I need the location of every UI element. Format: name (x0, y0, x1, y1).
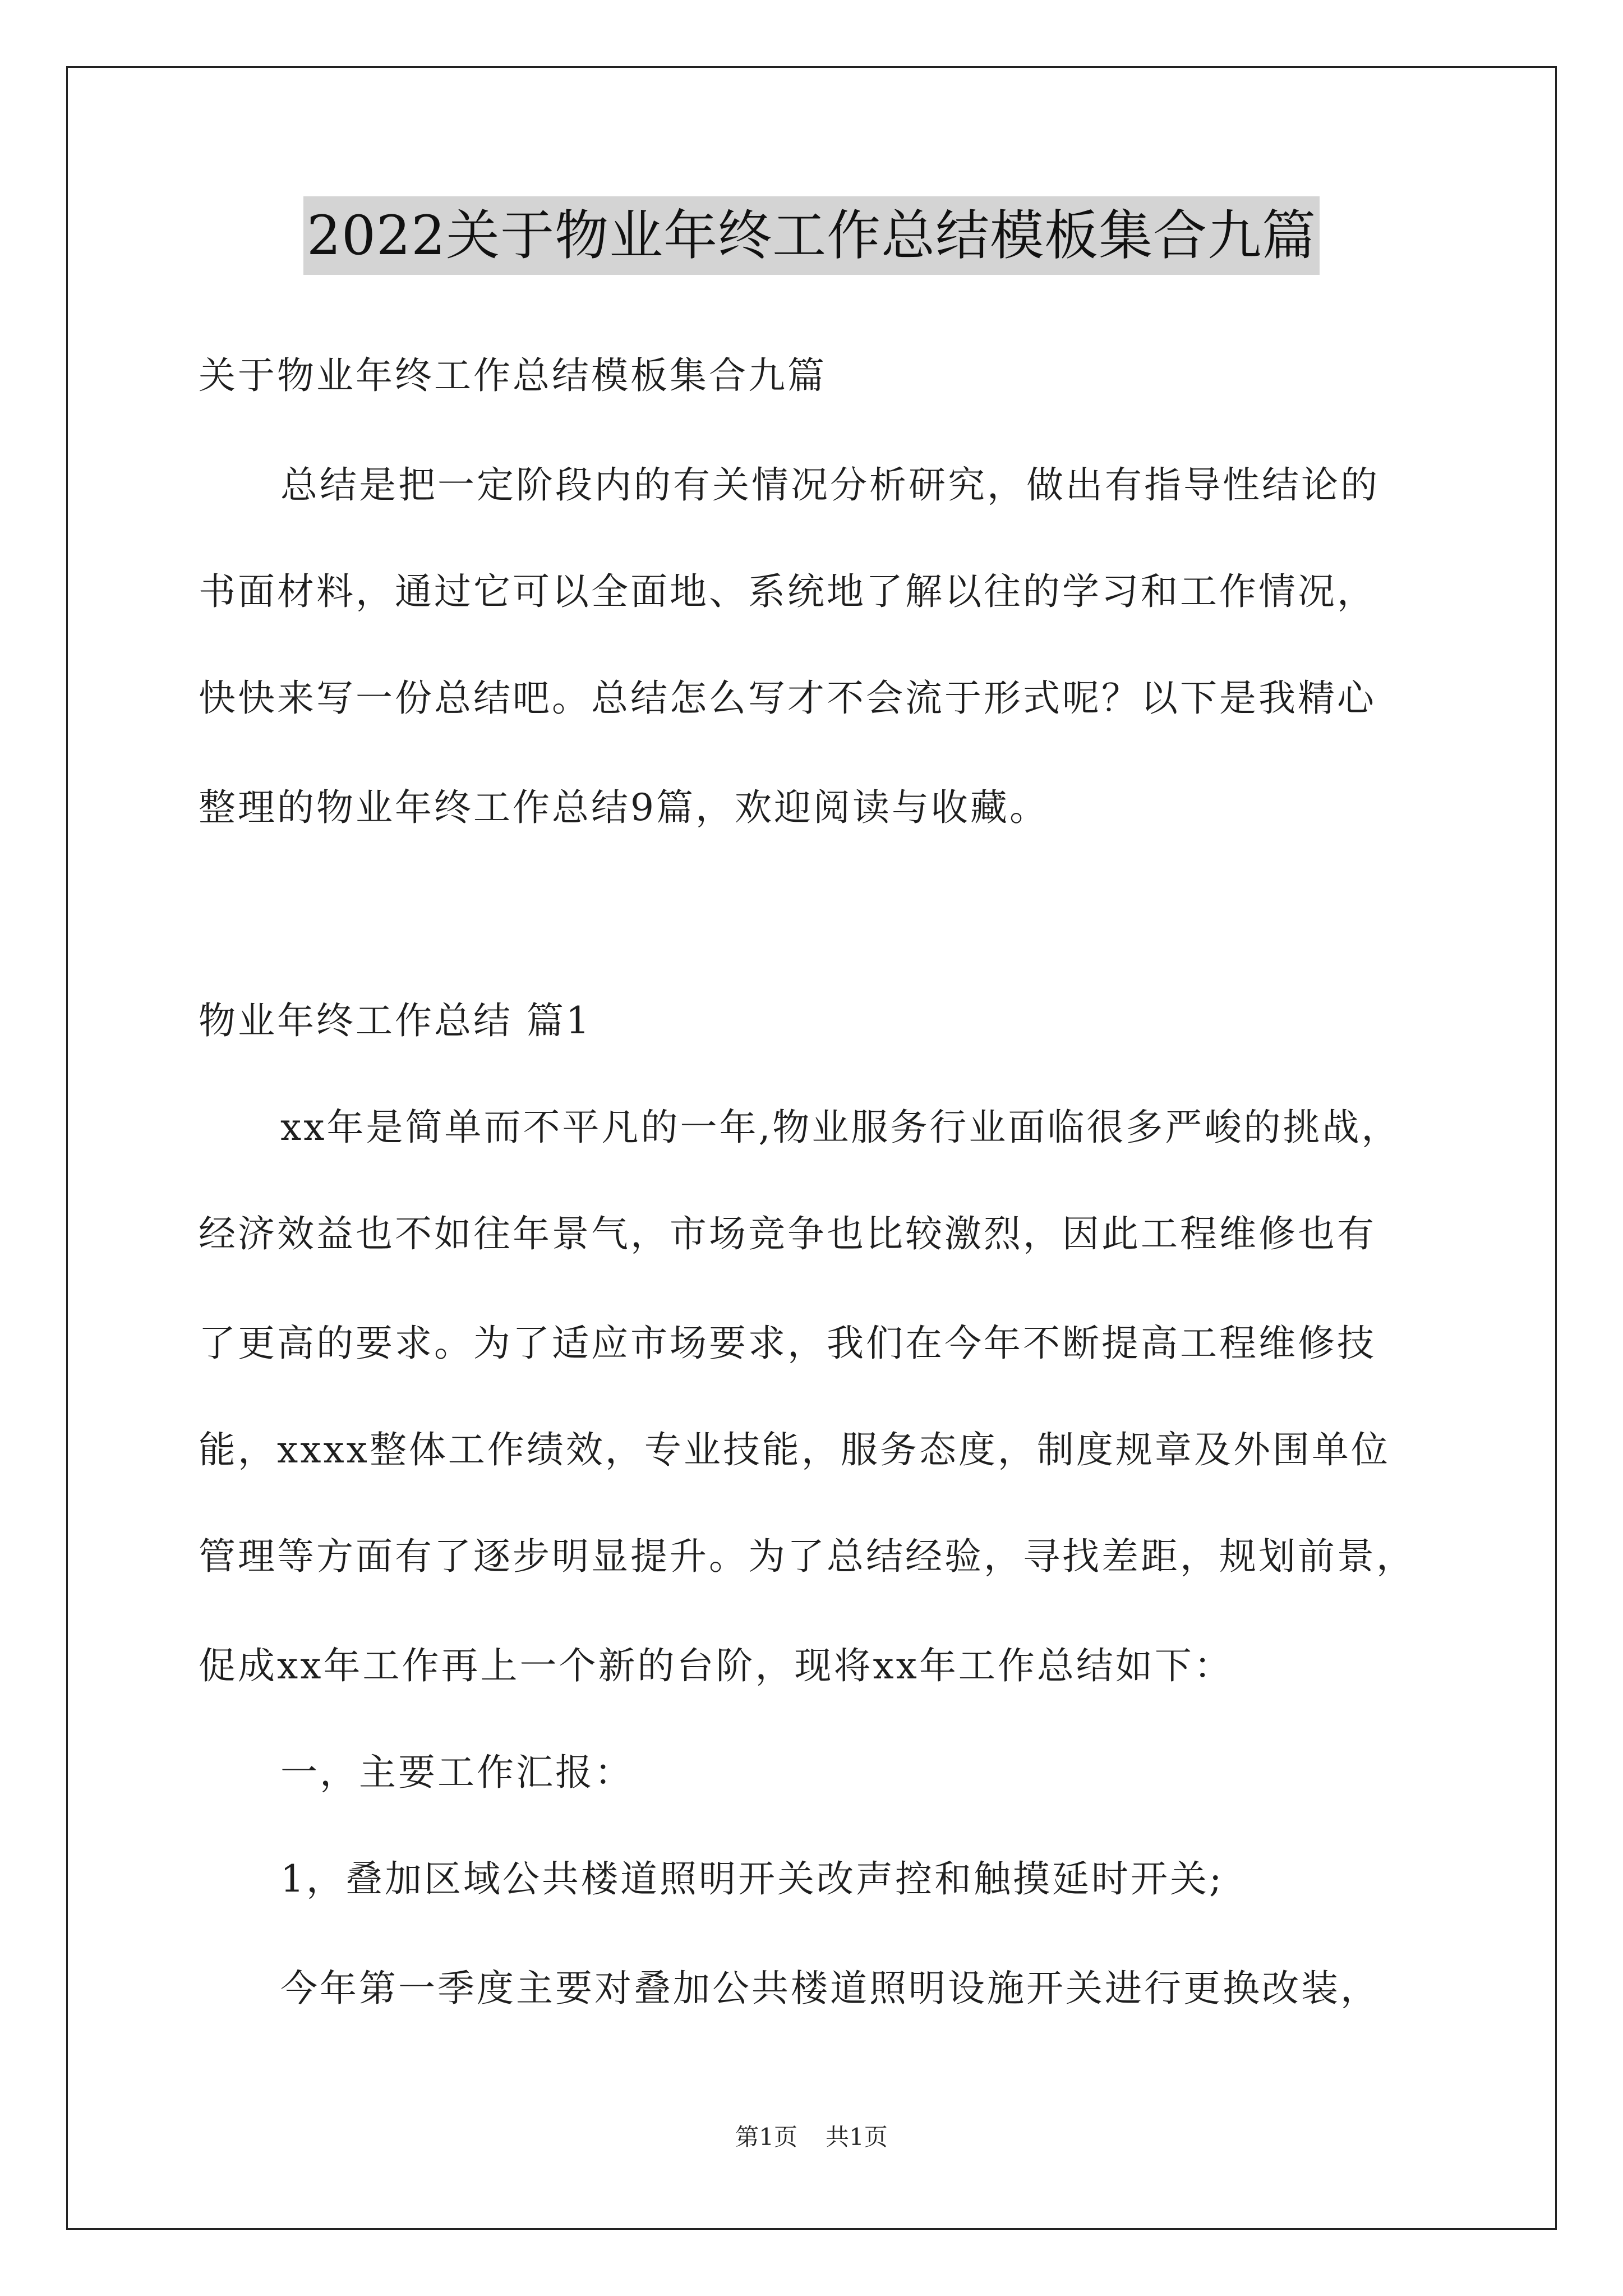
intro-line-3: 快快来写一份总结吧。总结怎么写才不会流于形式呢？以下是我精心 (199, 677, 1376, 720)
item-heading: 一，主要工作汇报： (280, 1751, 634, 1794)
body-line-3: 了更高的要求。为了适应市场要求，我们在今年不断提高工程维修技 (199, 1322, 1376, 1365)
page-footer (0, 2120, 1623, 2154)
body-line-2: 经济效益也不如往年景气，市场竞争也比较激烈，因此工程维修也有 (199, 1212, 1376, 1255)
page-total: 共1页 (826, 2123, 888, 2151)
body-line-4: 能，xxxx整体工作绩效，专业技能，服务态度，制度规章及外围单位 (199, 1428, 1390, 1471)
page-number: 第1页 (735, 2123, 797, 2151)
body-line-5: 管理等方面有了逐步明显提升。为了总结经验，寻找差距，规划前景， (199, 1535, 1415, 1578)
title-container (0, 196, 1623, 275)
document-title: 2022关于物业年终工作总结模板集合九篇 (303, 196, 1320, 275)
item-1-paragraph: 今年第一季度主要对叠加公共楼道照明设施开关进行更换改装， (280, 1967, 1380, 2010)
section-heading: 物业年终工作总结 篇1 (199, 999, 592, 1042)
intro-line-1: 总结是把一定阶段内的有关情况分析研究，做出有指导性结论的 (280, 463, 1380, 507)
intro-line-2: 书面材料，通过它可以全面地、系统地了解以往的学习和工作情况， (199, 570, 1376, 613)
body-line-6: 促成xx年工作再上一个新的台阶，现将xx年工作总结如下： (199, 1644, 1233, 1687)
subtitle: 关于物业年终工作总结模板集合九篇 (199, 354, 827, 397)
body-line-1: xx年是简单而不平凡的一年,物业服务行业面临很多严峻的挑战， (280, 1106, 1401, 1149)
item-1: 1，叠加区域公共楼道照明开关改声控和触摸延时开关; (280, 1857, 1224, 1901)
intro-line-4: 整理的物业年终工作总结9篇，欢迎阅读与收藏。 (199, 786, 1049, 829)
